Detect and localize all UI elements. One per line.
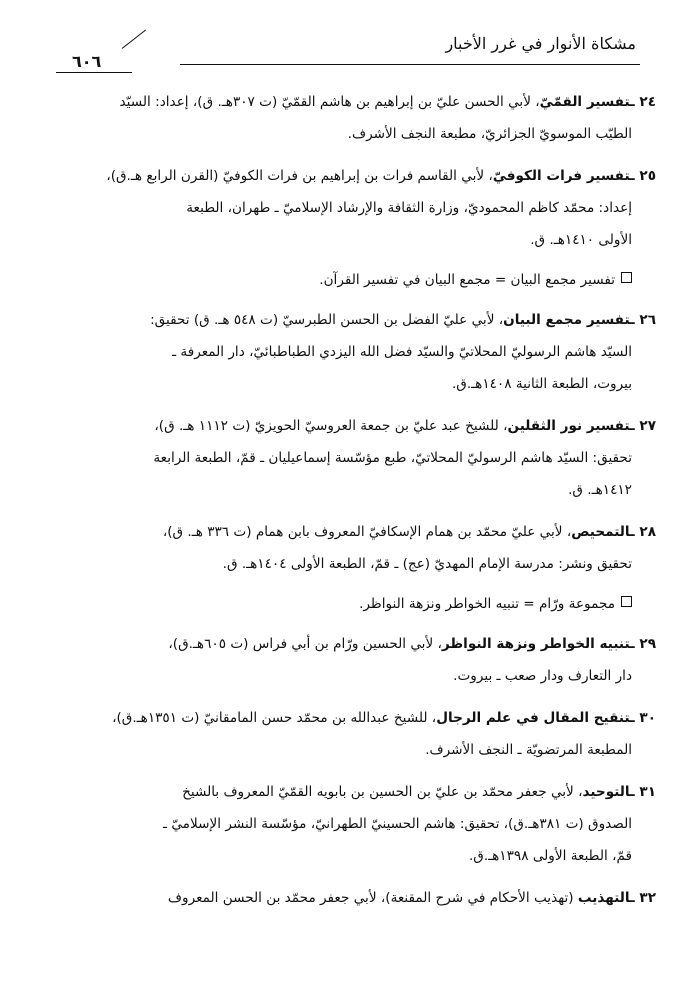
bibliography-list: [48, 86, 656, 914]
bibliography-entry: [48, 304, 656, 400]
entry-text: ، لأبي جعفر محمّد بن عليّ بن الحسين بن بابويه القمّيّ المعروف بالشيخ: [182, 784, 583, 800]
entry-first-line: [48, 160, 656, 192]
bibliography-entry: [48, 160, 656, 256]
entry-text: (تهذيب الأحكام في شرح المقنعة)، لأبي جعفر محمّد بن الحسن المعروف: [167, 890, 578, 906]
entry-continuation: الصدوق (ت ٣٨١هـ.ق)، تحقيق: هاشم الحسينيّ الطهرانيّ، مؤسّسة النشر الإسلاميّ ـ: [163, 816, 632, 832]
bibliography-entry: [48, 882, 656, 914]
running-title: مشكاة الأنوار في غرر الأخبار: [445, 34, 636, 53]
entry-continuation: تحقيق ونشر: مدرسة الإمام المهديّ (عج) ـ قمّ، الطبعة الأولى ١٤٠٤هـ. ق.: [222, 556, 632, 572]
page-number-slash: [122, 30, 146, 49]
bibliography-entry: [48, 86, 656, 150]
entry-number: ٣١ ـ: [630, 784, 656, 800]
entry-title: تفسير فرات الكوفيّ: [492, 168, 630, 184]
entry-first-line: [48, 410, 656, 442]
header-rule: [180, 64, 640, 65]
entry-continuation: بيروت، الطبعة الثانية ١٤٠٨هـ.ق.: [451, 376, 632, 392]
square-bullet-icon: [621, 596, 632, 607]
entry-continuation: ١٤١٢هـ. ق.: [568, 482, 632, 498]
entry-text: ، لأبي عليّ محمّد بن همام الإسكافيّ المعروف بابن همام (ت ٣٣٦ هـ. ق)،: [162, 524, 572, 540]
entry-continuation: الطيّب الموسويّ الجزائريّ، مطبعة النجف الأشرف.: [347, 126, 632, 142]
entry-text: ، لأبي عليّ الفضل بن الحسن الطبرسيّ (ت ٥٤٨ هـ. ق) تحقيق:: [150, 312, 504, 328]
cross-reference-note: [48, 266, 656, 294]
entry-number: ٢٦ ـ: [630, 312, 656, 328]
entry-first-line: [48, 882, 656, 914]
entry-first-line: [48, 304, 656, 336]
entry-number: ٢٤ ـ: [630, 94, 656, 110]
entry-text: ، لأبي الحسين ورّام بن أبي فراس (ت ٦٠٥هـ.ق)،: [168, 636, 442, 652]
entry-first-line: [48, 516, 656, 548]
entry-continuation: المطبعة المرتضويّة ـ النجف الأشرف.: [425, 742, 632, 758]
entry-continuation: دار التعارف ودار صعب ـ بيروت.: [453, 668, 632, 684]
entry-number: ٢٨ ـ: [630, 524, 656, 540]
entry-continuation: تحقيق: السيّد هاشم الرسوليّ المحلاتيّ، طبع مؤسّسة إسماعيليان ـ قمّ، الطبعة الرابعة: [153, 450, 632, 466]
page-number-underline: [56, 72, 132, 73]
entry-number: ٣٠ ـ: [630, 710, 656, 726]
entry-first-line: [48, 628, 656, 660]
entry-title: تفسير القمّيّ: [539, 94, 630, 110]
entry-text: ، لأبي القاسم فرات بن إبراهيم بن فرات الكوفيّ (القرن الرابع هـ.ق)،: [106, 168, 493, 184]
entry-number: ٢٧ ـ: [630, 418, 656, 434]
bibliography-entry: [48, 410, 656, 506]
entry-number: ٣٢ ـ: [630, 890, 656, 906]
entry-title: تنقيح المقال في علم الرجال: [436, 710, 630, 726]
bibliography-entry: [48, 516, 656, 580]
entry-continuation: الأولى ١٤١٠هـ. ق.: [530, 232, 632, 248]
entry-first-line: [48, 776, 656, 808]
page-header: [56, 14, 640, 72]
entry-title: التوحيد: [582, 784, 630, 800]
cross-reference-note: [48, 590, 656, 618]
entry-title: التهذيب: [577, 890, 630, 906]
bibliography-entry: [48, 628, 656, 692]
entry-title: تفسير مجمع البيان: [503, 312, 630, 328]
entry-first-line: [48, 86, 656, 118]
page-number: ٦٠٦: [72, 52, 102, 71]
entry-title: تفسير نور الثقلين: [507, 418, 630, 434]
entry-continuation: السيّد هاشم الرسوليّ المحلاتيّ والسيّد فضل الله اليزدي الطباطبائيّ، دار المعرفة ـ: [172, 344, 632, 360]
entry-number: ٢٩ ـ: [630, 636, 656, 652]
entry-text: ، للشيخ عبد عليّ بن جمعة العروسيّ الحويزيّ (ت ١١١٢ هـ. ق)،: [154, 418, 508, 434]
square-bullet-icon: [621, 272, 632, 283]
bibliography-entry: [48, 776, 656, 872]
bibliography-entry: [48, 702, 656, 766]
entry-text: ، للشيخ عبدالله بن محمّد حسن المامقانيّ (ت ١٣٥١هـ.ق)،: [112, 710, 437, 726]
note-text: تفسير مجمع البيان = مجمع البيان في تفسير القرآن.: [319, 272, 615, 288]
entry-number: ٢٥ ـ: [630, 168, 656, 184]
entry-first-line: [48, 702, 656, 734]
entry-title: تنبيه الخواطر ونزهة النواظر: [441, 636, 630, 652]
entry-text: ، لأبي الحسن عليّ بن إبراهيم بن هاشم القمّيّ (ت ٣٠٧هـ. ق)، إعداد: السيّد: [119, 94, 540, 110]
note-text: مجموعة ورّام = تنبيه الخواطر ونزهة النواظر.: [359, 596, 615, 612]
entry-continuation: إعداد: محمّد كاظم المحموديّ، وزارة الثقافة والإرشاد الإسلاميّ ـ طهران، الطبعة: [186, 200, 632, 216]
entry-title: التمحيص: [571, 524, 630, 540]
entry-continuation: قمّ، الطبعة الأولى ١٣٩٨هـ.ق.: [468, 848, 632, 864]
